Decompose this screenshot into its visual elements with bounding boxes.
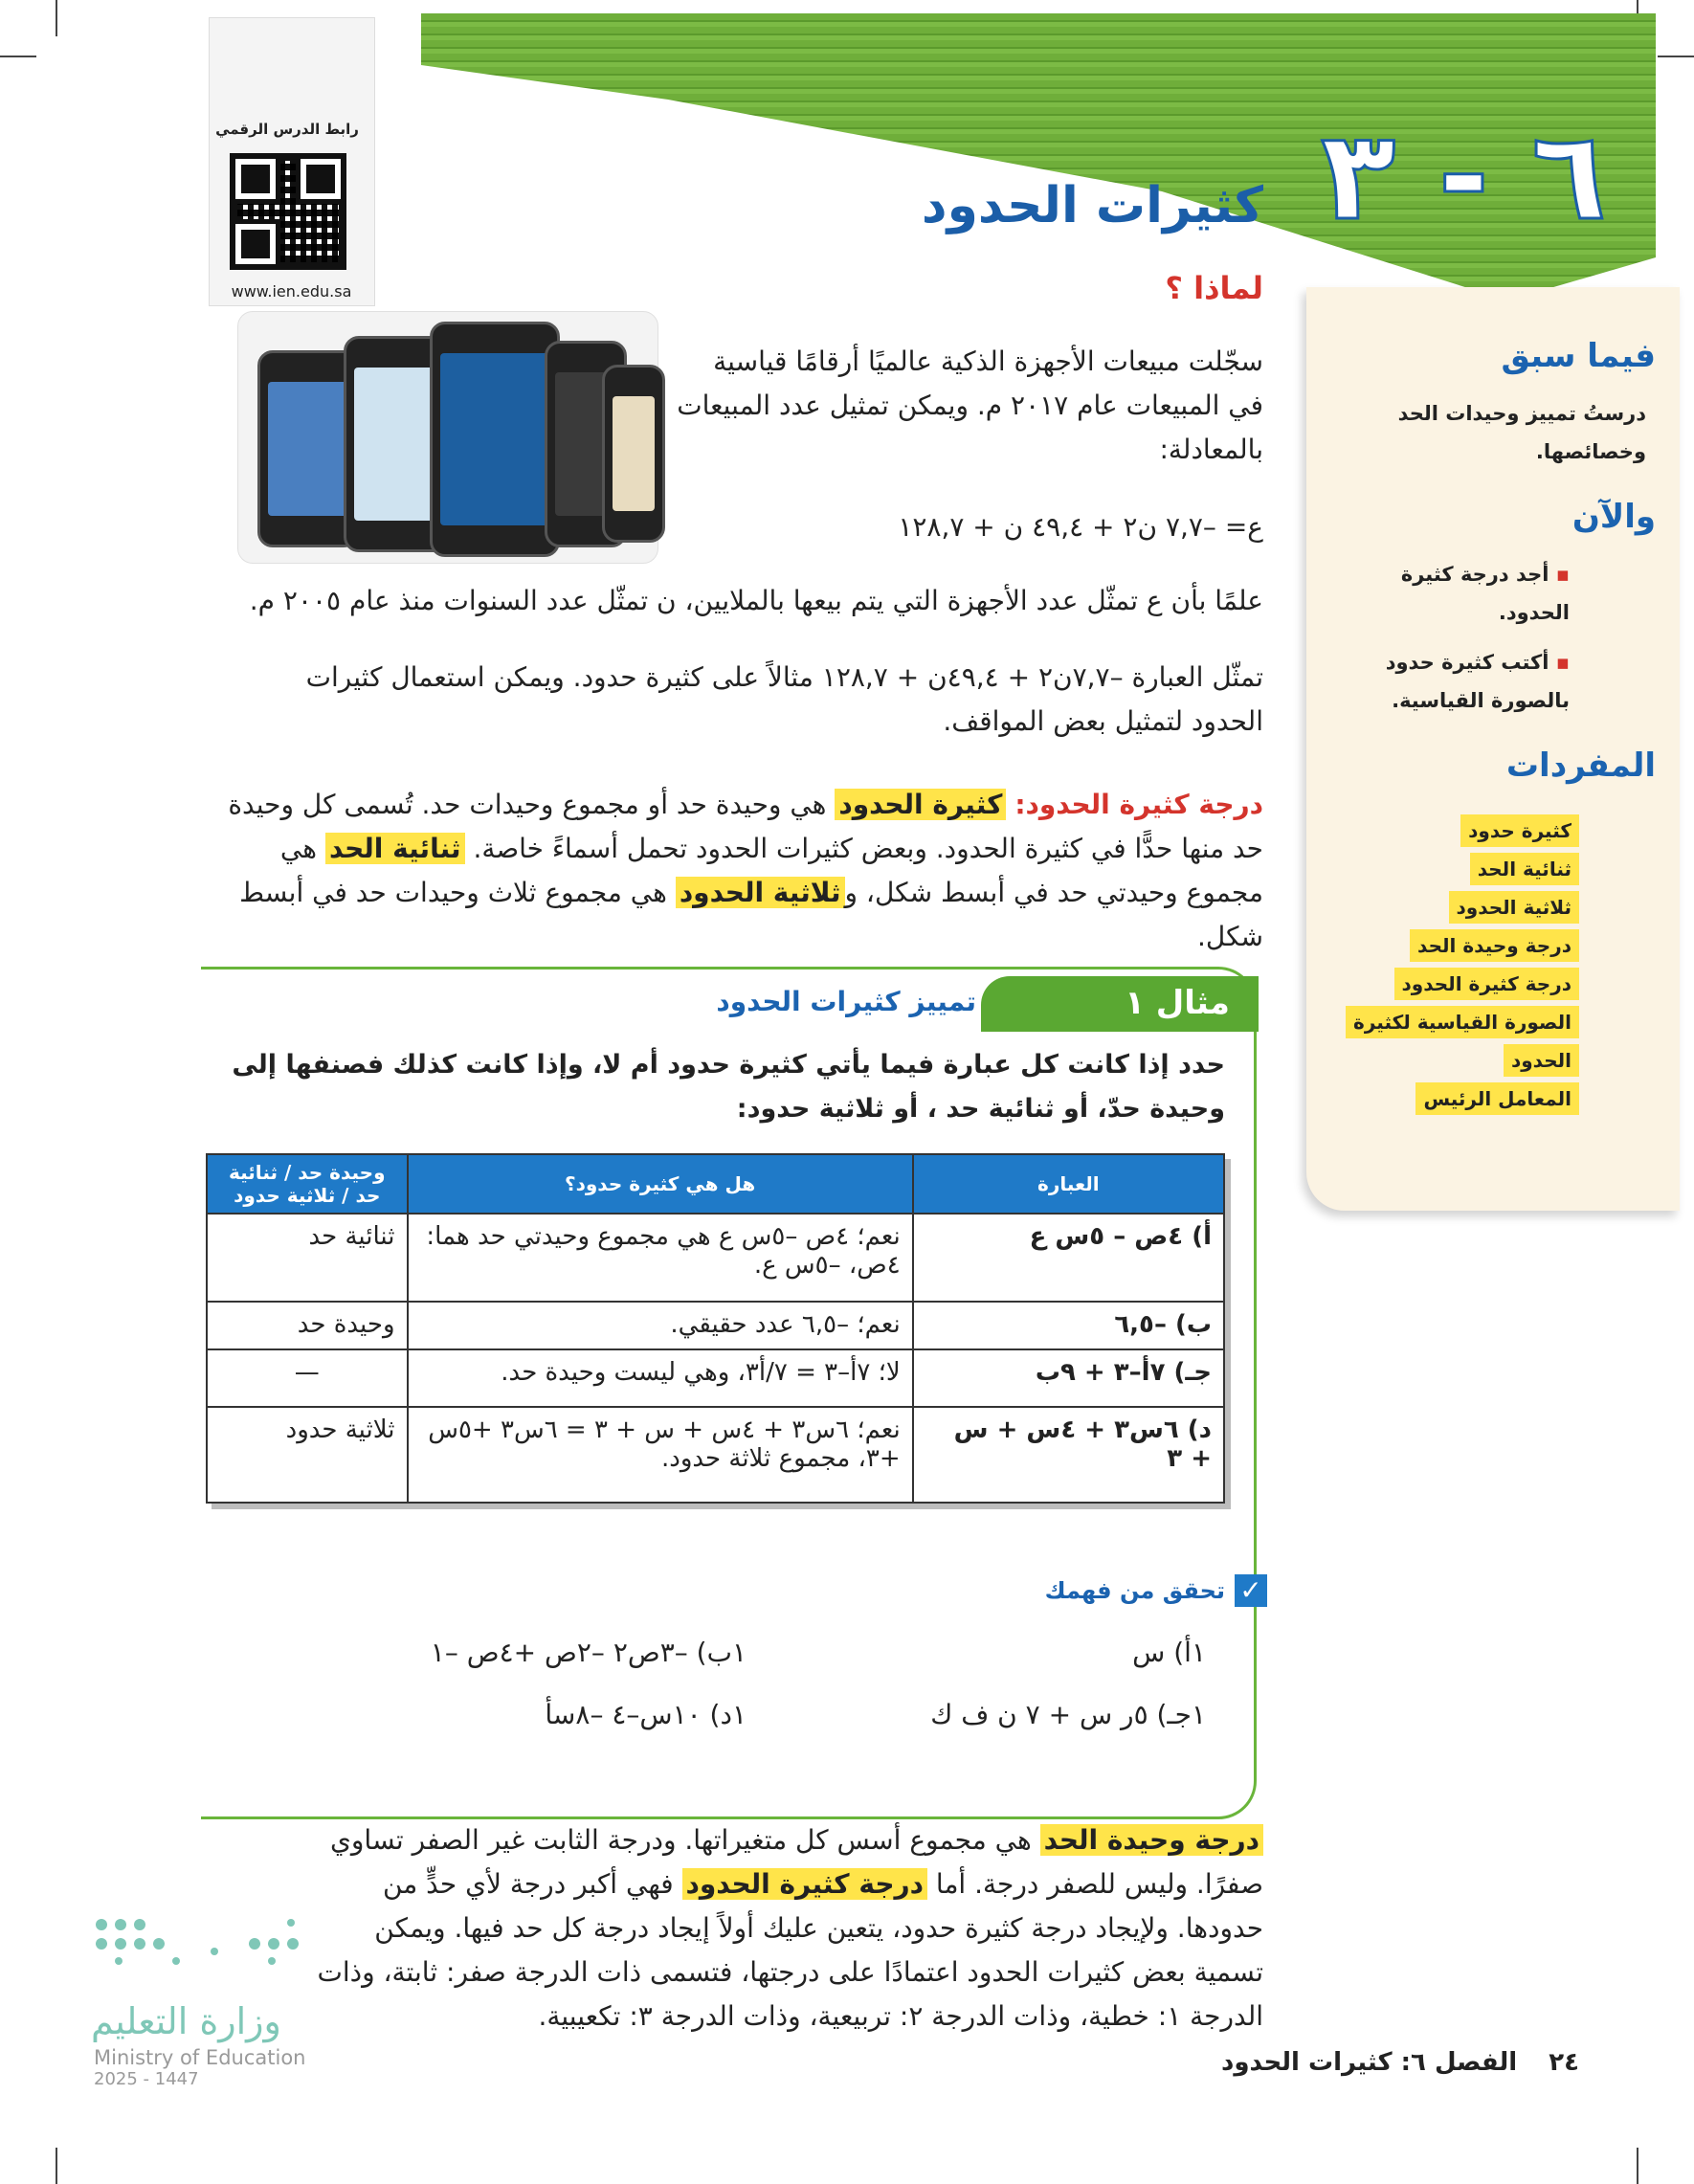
type-cell: ثلاثية حدود [207,1407,408,1503]
ministry-name-en: Ministry of Education [94,2046,306,2069]
why-paragraph: تمثّل العبارة –٧,٧ن٢ + ٤٩,٤ن + ١٢٨,٧ مثالاً على كثيرة حدود. ويمكن استعمال كثيرات الحدود لتمثيل بعض المواقف. [305,661,1263,737]
why-note: علمًا بأن ع تمثّل عدد الأجهزة التي يتم بيعها بالملايين، ن تمثّل عدد السنوات منذ عام ٢٠٠٥ م. [249,585,1263,616]
vocab-item: درجة وحيدة الحد [1410,929,1579,962]
vocab-list [1340,812,1579,1118]
crop-mark [56,0,57,36]
vocab-item: ثنائية الحد [1470,853,1579,885]
qr-code-icon[interactable] [230,153,346,270]
table-header: هل هي كثيرة حدود؟ [408,1154,913,1214]
lesson-number: ٦ - ٣ [1321,105,1607,248]
type-cell: ثنائية حد [207,1214,408,1302]
expr-cell: أ) ٤ص – ٥س ع [913,1214,1224,1302]
expr-cell: ب) –٦,٥ [913,1302,1224,1349]
example-table [206,1153,1225,1504]
definition-text: هي مجموع ثلاث وحيدات حد في أبسط شكل. [239,877,1263,952]
chapter-title: كثيرات الحدود [1221,2048,1393,2077]
definition-label: درجة كثيرة الحدود: [1014,789,1263,820]
definition [206,783,1263,959]
check-item: ١د) ١٠س–٤ –٨سأ [545,1699,747,1730]
check-item: ١جـ) ٥ر س + ٧ ن ف ك [930,1699,1206,1730]
now-item: ▪ أجد درجة كثيرة الحدود. [1400,563,1570,624]
checkmark-icon: ✓ [1235,1574,1267,1607]
vocab-item: المعامل الرئيس [1415,1082,1579,1115]
table-row [207,1407,1224,1503]
page-title: كثيرات الحدود [921,177,1263,234]
definition-text: هي مجموع وحيدتي حد في أبسط شكل، و [279,833,1263,908]
qr-label: رابط الدرس الرقمي [215,121,359,138]
answer-cell: لا؛ ٧أ–٣ = ٧/أ٣، وهي ليست وحيدة حد. [408,1349,913,1407]
crop-mark [0,56,36,57]
vocab-item: ثلاثية الحدود [1449,891,1580,924]
example-prompt: حدد إذا كانت كل عبارة فيما يأتي كثيرة حدود أم لا، وإذا كانت كذلك فصنفها إلى وحيدة حدّ، أو ثنائية حد ، أو ثلاثية حدود: [232,1050,1225,1124]
prev-text: درستُ تمييز وحيدات الحد وخصائصها. [1397,402,1646,463]
table-header: وحيدة حد / ثنائية حد / ثلاثية حدود [207,1154,408,1214]
vocab-item: الصورة القياسية لكثيرة [1346,1006,1579,1038]
type-cell: — [207,1349,408,1407]
example-title: تمييز كثيرات الحدود [716,986,976,1017]
page-number: ٢٤ [1549,2048,1579,2077]
vocab-item: درجة كثيرة الحدود [1394,968,1579,1000]
chapter-label: الفصل ٦: [1400,2048,1518,2077]
vocab-heading: المفردات [1505,747,1656,785]
definition-text: هي وحيدة حد أو مجموع وحيدات حد. تُسمى كل وحيدة حد منها حدًّا في كثيرة الحدود. وبعض كثيرات الحدود تحمل أسماءً خاصة. [228,789,1263,864]
table-row [207,1214,1224,1302]
table-header: العبارة [913,1154,1224,1214]
check-item: ١ب) –٣ص٢ –٢ص +٤ص –١ [430,1637,747,1668]
page-footer [1148,2048,1579,2077]
expr-cell: د) ٦س٣ + ٤س + س + ٣ [913,1407,1224,1503]
check-heading: تحقق من فهمك [1044,1577,1225,1604]
expr-cell: جـ) ٧أ–٣ + ٩ب [913,1349,1224,1407]
vocab-item: الحدود [1504,1044,1579,1077]
now-item: ▪ أكتب كثيرة حدود بالصورة القياسية. [1385,651,1570,712]
crop-mark [1658,56,1694,57]
now-heading: والآن [1571,498,1656,536]
prev-heading: فيما سبق [1501,337,1656,375]
degree-paragraph: درجة وحيدة الحد هي مجموع أسس كل متغيراتها. ودرجة الثابت غير الصفر تساوي صفرًا. وليس للصفر درجة. أما درجة كثيرة الحدود فهي أكبر درجة لأي حدٍّ من حدودها. ولإيجاد درجة كثيرة حدود، يتعين عليك أولاً إيجاد درجة كل حد فيها. ويمكن تسمية بعض كثيرات الحدود اعتمادًا على درجتها، فتسمى ذات الدرجة صفر: ثابتة، وذات الدرجة ١: خطية، وذات الدرجة ٢: تربيعية، وذات الدرجة ٣: تكعيبية. [317,1824,1263,2032]
ministry-year: 2025 - 1447 [94,2069,199,2089]
phones-image [237,311,658,564]
ministry-name-ar: وزارة التعليم [91,2000,281,2042]
term-polynomial: كثيرة الحدود [835,789,1006,820]
check-item: ١أ) س [1132,1637,1206,1668]
table-row [207,1302,1224,1349]
qr-url[interactable]: www.ien.edu.sa [231,282,352,301]
type-cell: وحيدة حد [207,1302,408,1349]
example-tab: مثال ١ [981,976,1259,1032]
why-text: سجّلت مبيعات الأجهزة الذكية عالميًا أرقامًا قياسية في المبيعات عام ٢٠١٧ م. ويمكن تمثيل عدد المبيعات بالمعادلة: [677,345,1263,465]
term-binomial: ثنائية الحد [325,833,465,864]
term-trinomial: ثلاثية الحدود [676,877,845,908]
why-equation: ع= –٧,٧ ن٢ + ٤٩,٤ ن + ١٢٨,٧ [898,511,1263,543]
vocab-item: كثيرة حدود [1460,814,1579,847]
table-row [207,1349,1224,1407]
answer-cell: نعم؛ ٤ص –٥س ع هي مجموع وحيدتي حد هما: ٤ص، –٥س ع. [408,1214,913,1302]
answer-cell: نعم؛ ٦س٣ + ٤س + س + ٣ = ٦س٣ +٥س +٣، مجموع ثلاثة حدود. [408,1407,913,1503]
crop-mark [56,2148,57,2184]
term-monomial-degree: درجة وحيدة الحد [1040,1824,1263,1856]
why-heading: لماذا ؟ [1165,270,1263,306]
term-polynomial-degree: درجة كثيرة الحدود [682,1868,927,1900]
answer-cell: نعم؛ –٦,٥ عدد حقيقي. [408,1302,913,1349]
crop-mark [1637,2148,1638,2184]
